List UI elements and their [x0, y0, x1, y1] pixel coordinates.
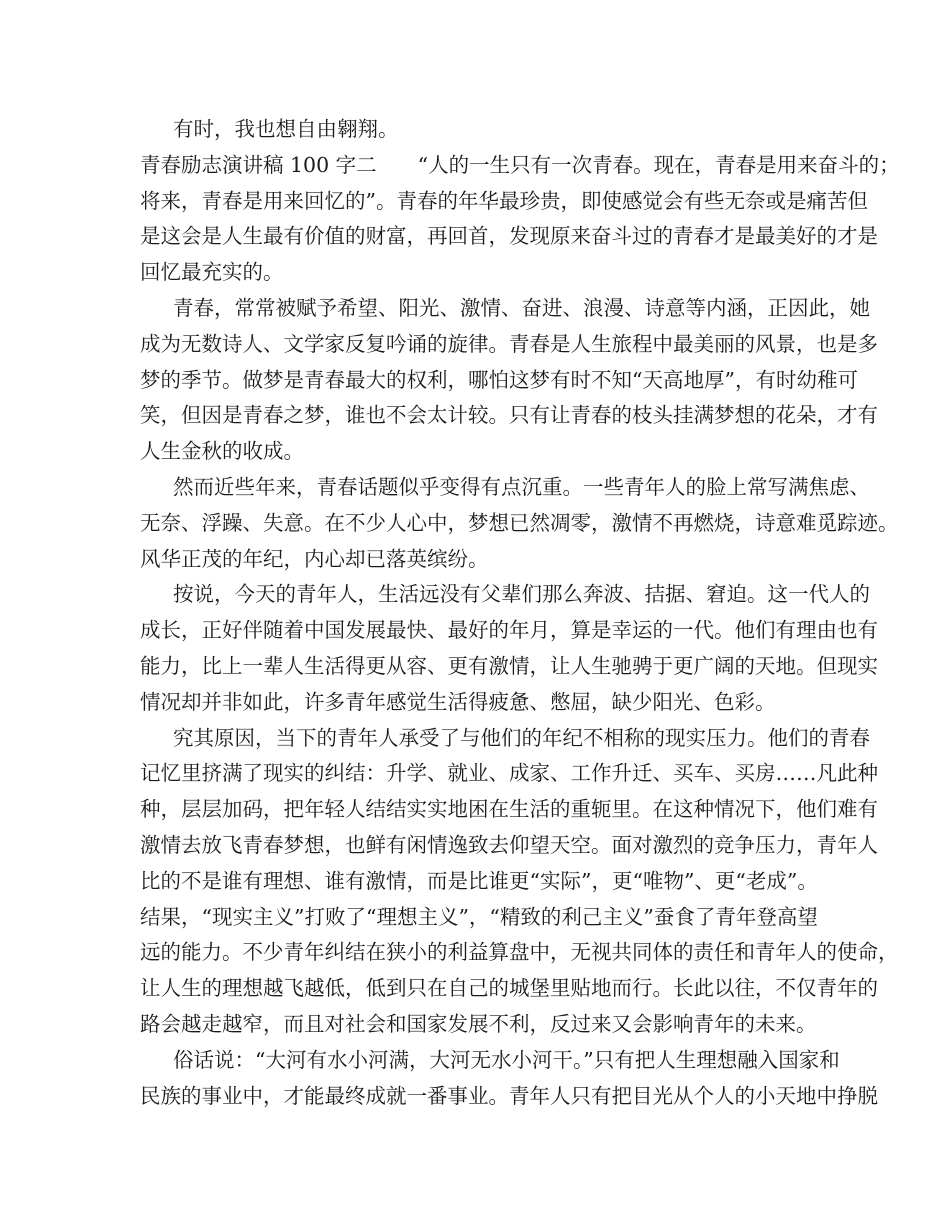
text-line: 成长，正好伴随着中国发展最快、最好的年月，算是幸运的一代。他们有理由也有 [140, 618, 878, 643]
text-line: 俗话说：“大河有水小河满，大河无水小河干。”只有把人生理想融入国家和 [173, 1047, 840, 1072]
document-body [140, 112, 900, 1114]
text-line: 究其原因，当下的青年人承受了与他们的年纪不相称的现实压力。他们的青春 [173, 725, 870, 750]
text-line: 有时，我也想自由翱翔。 [173, 117, 399, 141]
text-line: 情况却并非如此，许多青年感觉生活得疲惫、憋屈，缺少阳光、色彩。 [140, 689, 776, 714]
text-line: 青春励志演讲稿 100 字二 “人的一生只有一次青春。现在，青春是用来奋斗的； [140, 152, 900, 177]
text-line: 路会越走越窄，而且对社会和国家发展不利，反过来又会影响青年的未来。 [140, 1011, 817, 1036]
text-line: 结果，“现实主义”打败了“理想主义”，“精致的利己主义”蚕食了青年登高望 [140, 904, 818, 929]
text-line: 梦的季节。做梦是青春最大的权利，哪怕这梦有时不知“天高地厚”，有时幼稚可 [140, 367, 858, 392]
text-line: 风华正茂的年纪，内心却已落英缤纷。 [140, 546, 489, 571]
text-line: 笑，但因是青春之梦，谁也不会太计较。只有让青春的枝头挂满梦想的花朵，才有 [140, 403, 878, 428]
text-line: 按说，今天的青年人，生活远没有父辈们那么奔波、拮据、窘迫。这一代人的 [173, 582, 870, 607]
text-line: 民族的事业中，才能最终成就一番事业。青年人只有把目光从个人的小天地中挣脱 [140, 1083, 878, 1108]
text-line: 能力，比上一辈人生活得更从容、更有激情，让人生驰骋于更广阔的天地。但现实 [140, 653, 878, 678]
text-line: 成为无数诗人、文学家反复吟诵的旋律。青春是人生旅程中最美丽的风景，也是多 [140, 331, 878, 356]
text-line: 无奈、浮躁、失意。在不少人心中，梦想已然凋零，激情不再燃烧，诗意难觅踪迹。 [140, 510, 899, 535]
text-line: 比的不是谁有理想、谁有激情，而是比谁更“实际”，更“唯物”、更“老成”。 [140, 868, 818, 893]
text-line: 人生金秋的收成。 [140, 439, 304, 464]
text-line: 回忆最充实的。 [140, 260, 284, 285]
text-line: 然而近些年来，青春话题似乎变得有点沉重。一些青年人的脸上常写满焦虑、 [173, 474, 870, 499]
text-line: 让人生的理想越飞越低，低到只在自己的城堡里贴地而行。长此以往，不仅青年的 [140, 976, 878, 1001]
text-line: 是这会是人生最有价值的财富，再回首，发现原来奋斗过的青春才是最美好的才是 [140, 224, 878, 249]
text-line: 激情去放飞青春梦想，也鲜有闲情逸致去仰望天空。面对激烈的竞争压力，青年人 [140, 832, 878, 857]
text-line: 将来，青春是用来回忆的”。青春的年华最珍贵，即使感觉会有些无奈或是痛苦但 [140, 188, 868, 213]
text-line: 记忆里挤满了现实的纠结：升学、就业、成家、工作升迁、买车、买房……凡此种 [140, 761, 878, 786]
text-line: 种，层层加码，把年轻人结结实实地困在生活的重轭里。在这种情况下，他们难有 [140, 797, 878, 822]
text-line: 青春，常常被赋予希望、阳光、激情、奋进、浪漫、诗意等内涵，正因此，她 [173, 295, 870, 320]
text-line: 远的能力。不少青年纠结在狭小的利益算盘中，无视共同体的责任和青年人的使命， [140, 940, 899, 965]
